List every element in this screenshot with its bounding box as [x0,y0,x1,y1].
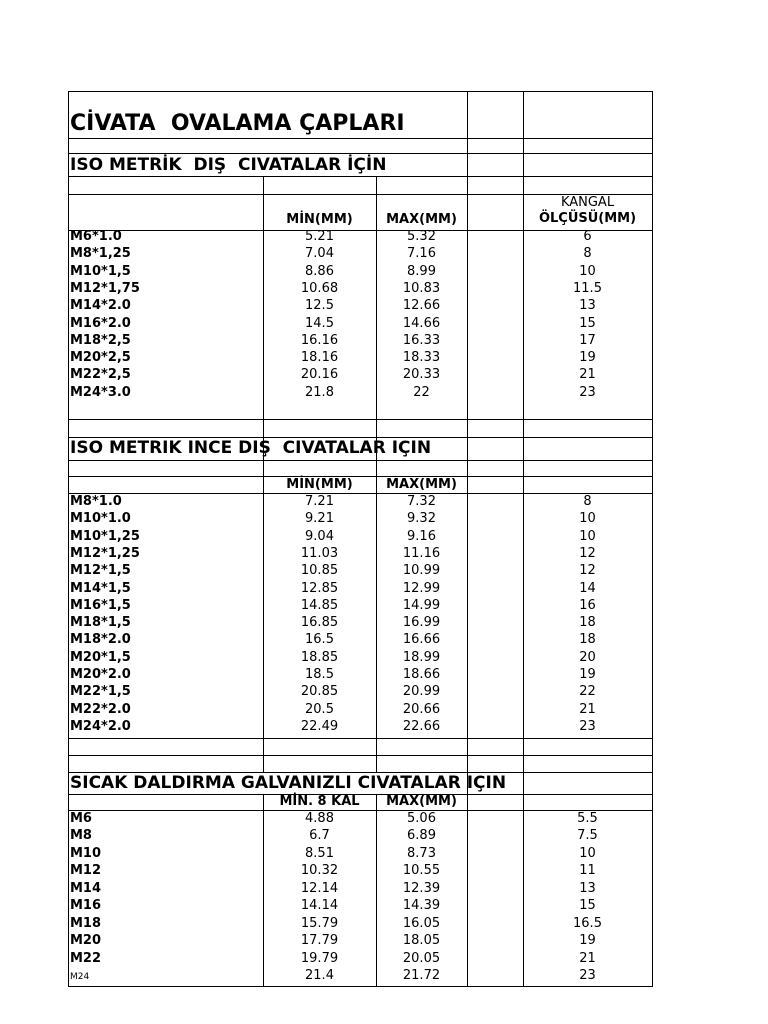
cell-max: 12.66 [402,298,441,313]
cell-min: 21.8 [305,385,334,400]
row-label: M20*2.0 [70,667,131,682]
cell-kangal: 13 [579,298,596,313]
cell-min: 19.79 [300,951,339,966]
cell-min: 15.79 [300,916,339,931]
cell-min: 16.5 [305,632,334,647]
col-header-min: MİN. 8 KAL [279,794,360,809]
section-heading: ISO METRİK DIŞ CIVATALAR İÇİN [70,155,387,175]
cell-kangal: 10 [579,264,596,279]
cell-max: 20.33 [402,367,441,382]
cell-max: 9.16 [407,529,436,544]
cell-max: 14.99 [402,598,441,613]
cell-min: 18.85 [300,650,339,665]
cell-max: 7.32 [407,494,436,509]
grid-line [68,419,653,420]
cell-min: 7.21 [305,494,334,509]
cell-kangal: 7.5 [577,828,598,843]
cell-max: 18.33 [402,350,441,365]
cell-max: 18.05 [402,933,441,948]
row-label: M14*2.0 [70,298,131,313]
cell-max: 12.99 [402,581,441,596]
cell-min: 16.85 [300,615,339,630]
row-label: M12 [70,863,102,878]
row-label: M16 [70,898,102,913]
grid-line [68,986,653,987]
cell-kangal: 21 [579,702,596,717]
cell-min: 9.04 [305,529,334,544]
row-label: M22*2,5 [70,367,131,382]
row-label: M20*1,5 [70,650,131,665]
cell-kangal: 8 [583,494,592,509]
cell-min: 20.16 [300,367,339,382]
cell-kangal: 11 [579,863,596,878]
cell-max: 11.16 [402,546,441,561]
grid-line [68,738,653,739]
cell-kangal: 18 [579,632,596,647]
cell-kangal: 12 [579,563,596,578]
col-header-kangal [523,195,652,227]
row-label: M18 [70,916,102,931]
cell-kangal: 10 [579,529,596,544]
cell-kangal: 10 [579,846,596,861]
cell-max: 16.66 [402,632,441,647]
cell-min: 10.32 [300,863,339,878]
cell-max: 10.55 [402,863,441,878]
cell-max: 22 [413,385,430,400]
cell-max: 22.66 [402,719,441,734]
grid-line [68,460,653,461]
cell-kangal: 5.5 [577,811,598,826]
cell-min: 6.7 [309,828,330,843]
cell-min: 18.5 [305,667,334,682]
cell-kangal: 13 [579,881,596,896]
row-label: M22*2.0 [70,702,131,717]
cell-min: 22.49 [300,719,339,734]
section-heading: ISO METRIK INCE DIŞ CIVATALAR IÇIN [70,438,432,458]
cell-min: 4.88 [305,811,334,826]
cell-min: 12.14 [300,881,339,896]
cell-kangal: 22 [579,684,596,699]
cell-max: 9.32 [407,511,436,526]
col-header-kangal-line1: KANGAL [560,195,615,210]
row-label: M18*2,5 [70,333,131,348]
cell-max: 16.99 [402,615,441,630]
row-label: M10 [70,846,102,861]
cell-kangal: 11.5 [573,281,602,296]
col-header-min: MİN(MM) [286,477,353,492]
row-label: M20*2,5 [70,350,131,365]
row-label: M20 [70,933,102,948]
row-label: M24 [70,972,90,982]
cell-max: 5.32 [407,229,436,244]
cell-kangal: 15 [579,898,596,913]
row-label: M6*1.0 [70,229,122,244]
section-heading: SICAK DALDIRMA GALVANIZLI CIVATALAR IÇIN [70,773,507,793]
cell-kangal: 8 [583,246,592,261]
cell-min: 20.85 [300,684,339,699]
cell-max: 8.73 [407,846,436,861]
cell-max: 20.05 [402,951,441,966]
grid-line [68,176,653,177]
cell-kangal: 10 [579,511,596,526]
grid-line [68,138,653,139]
col-header-min: MİN(MM) [286,212,353,227]
grid-line [652,91,653,987]
cell-max: 10.83 [402,281,441,296]
grid-line [467,91,468,987]
cell-max: 10.99 [402,563,441,578]
cell-max: 16.05 [402,916,441,931]
cell-max: 20.66 [402,702,441,717]
cell-kangal: 19 [579,933,596,948]
cell-min: 10.68 [300,281,339,296]
cell-max: 6.89 [407,828,436,843]
cell-min: 12.85 [300,581,339,596]
grid-line [68,755,653,756]
col-header-max: MAX(MM) [386,794,457,809]
col-header-kangal-line2: ÖLÇÜSÜ(MM) [538,211,637,226]
row-label: M24*2.0 [70,719,131,734]
row-label: M12*1,25 [70,546,140,561]
cell-kangal: 12 [579,546,596,561]
cell-max: 14.66 [402,316,441,331]
cell-max: 20.99 [402,684,441,699]
cell-max: 18.99 [402,650,441,665]
cell-kangal: 14 [579,581,596,596]
page-title: CİVATA OVALAMA ÇAPLARI [70,111,405,136]
cell-min: 7.04 [305,246,334,261]
cell-min: 9.21 [305,511,334,526]
cell-min: 14.85 [300,598,339,613]
cell-min: 12.5 [305,298,334,313]
cell-kangal: 19 [579,350,596,365]
cell-kangal: 20 [579,650,596,665]
col-header-max: MAX(MM) [386,212,457,227]
grid-line [68,91,69,987]
cell-min: 5.21 [305,229,334,244]
cell-kangal: 21 [579,951,596,966]
row-label: M18*1,5 [70,615,131,630]
cell-kangal: 18 [579,615,596,630]
row-label: M8*1.0 [70,494,122,509]
cell-kangal: 16.5 [573,916,602,931]
row-label: M8 [70,828,92,843]
row-label: M12*1,5 [70,563,131,578]
row-label: M22 [70,951,102,966]
cell-kangal: 17 [579,333,596,348]
row-label: M14 [70,881,102,896]
row-label: M22*1,5 [70,684,131,699]
cell-max: 14.39 [402,898,441,913]
cell-max: 12.39 [402,881,441,896]
cell-min: 16.16 [300,333,339,348]
cell-kangal: 23 [579,968,596,983]
cell-max: 5.06 [407,811,436,826]
row-label: M16*1,5 [70,598,131,613]
row-label: M10*1,5 [70,264,131,279]
row-label: M24*3.0 [70,385,131,400]
cell-max: 18.66 [402,667,441,682]
cell-min: 8.51 [305,846,334,861]
cell-min: 18.16 [300,350,339,365]
cell-kangal: 23 [579,385,596,400]
cell-kangal: 23 [579,719,596,734]
cell-kangal: 15 [579,316,596,331]
cell-min: 14.14 [300,898,339,913]
row-label: M14*1,5 [70,581,131,596]
cell-min: 14.5 [305,316,334,331]
cell-min: 21.4 [305,968,334,983]
row-label: M12*1,75 [70,281,140,296]
row-label: M10*1,25 [70,529,140,544]
col-header-max: MAX(MM) [386,477,457,492]
cell-min: 10.85 [300,563,339,578]
cell-max: 21.72 [402,968,441,983]
row-label: M16*2.0 [70,316,131,331]
cell-min: 11.03 [300,546,339,561]
row-label: M8*1,25 [70,246,131,261]
cell-kangal: 19 [579,667,596,682]
cell-max: 8.99 [407,264,436,279]
row-label: M18*2.0 [70,632,131,647]
cell-kangal: 6 [583,229,592,244]
cell-max: 16.33 [402,333,441,348]
cell-min: 8.86 [305,264,334,279]
cell-max: 7.16 [407,246,436,261]
row-label: M6 [70,811,92,826]
cell-kangal: 16 [579,598,596,613]
grid-line [68,91,653,92]
cell-min: 20.5 [305,702,334,717]
cell-min: 17.79 [300,933,339,948]
grid-line [68,153,653,154]
row-label: M10*1.0 [70,511,131,526]
cell-kangal: 21 [579,367,596,382]
